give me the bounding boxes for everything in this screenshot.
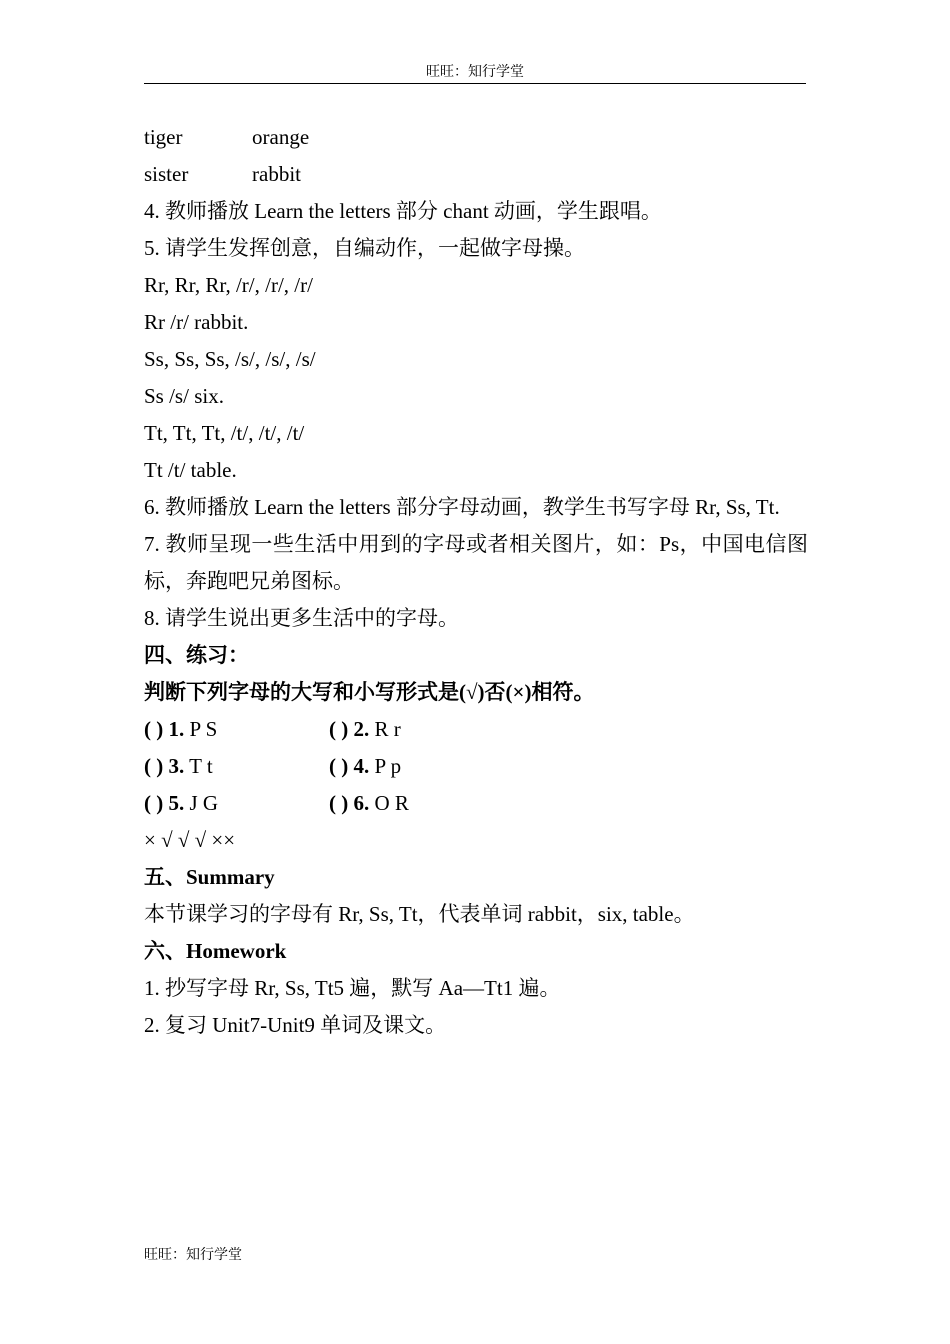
homework-heading: 六、Homework [144, 939, 287, 963]
question-letters: R r [374, 717, 401, 741]
question-item [329, 748, 514, 785]
question-letters: J G [189, 791, 219, 815]
chant-line: Ss, Ss, Ss, /s/, /s/, /s/ [144, 347, 316, 371]
question-item [144, 785, 329, 822]
word-row [144, 119, 808, 156]
step-6: 6. 教师播放 Learn the letters 部分字母动画，教学生书写字母 Rr, Ss, Tt. [144, 495, 780, 519]
word-row [144, 156, 808, 193]
chant-line: Tt /t/ table. [144, 458, 237, 482]
answer-blank[interactable]: ( ) [329, 717, 349, 741]
answer-blank[interactable]: ( ) [329, 791, 349, 815]
word: orange [252, 125, 310, 149]
step-4: 4. 教师播放 Learn the letters 部分 chant 动画，学生跟唱。 [144, 199, 662, 223]
summary-text: 本节课学习的字母有 Rr, Ss, Tt，代表单词 rabbit，six, table。 [144, 902, 695, 926]
step-7: 7. 教师呈现一些生活中用到的字母或者相关图片，如：Ps，中国电信图标，奔跑吧兄弟图标。 [144, 532, 808, 593]
chant-line: Ss /s/ six. [144, 384, 224, 408]
question-item [144, 711, 329, 748]
page-header: 旺旺：知行学堂 [426, 65, 524, 80]
answer-blank[interactable]: ( ) [144, 754, 164, 778]
step-5: 5. 请学生发挥创意，自编动作，一起做字母操。 [144, 236, 585, 260]
question-letters: T t [189, 754, 213, 778]
question-row [144, 785, 808, 822]
homework-item: 2. 复习 Unit7-Unit9 单词及课文。 [144, 1013, 447, 1037]
summary-heading: 五、Summary [144, 865, 275, 889]
question-number: 3. [168, 754, 185, 778]
question-letters: P p [374, 754, 402, 778]
question-item [329, 711, 514, 748]
page-footer: 旺旺：知行学堂 [144, 1248, 242, 1263]
exercise-instruction: 判断下列字母的大写和小写形式是(√)否(×)相符。 [144, 680, 595, 704]
step-8: 8. 请学生说出更多生活中的字母。 [144, 606, 459, 630]
question-number: 1. [168, 717, 185, 741]
answer-blank[interactable]: ( ) [144, 791, 164, 815]
word: tiger [144, 125, 183, 149]
question-number: 4. [353, 754, 370, 778]
document-body [144, 119, 808, 1044]
question-number: 5. [168, 791, 185, 815]
question-letters: P S [189, 717, 218, 741]
question-number: 6. [353, 791, 370, 815]
question-number: 2. [353, 717, 370, 741]
question-item [144, 748, 329, 785]
question-item [329, 785, 514, 822]
question-letters: O R [374, 791, 409, 815]
question-row [144, 711, 808, 748]
word: rabbit [252, 162, 301, 186]
chant-line: Rr /r/ rabbit. [144, 310, 249, 334]
question-row [144, 748, 808, 785]
answer-blank[interactable]: ( ) [329, 754, 349, 778]
header-divider [144, 83, 806, 84]
chant-line: Tt, Tt, Tt, /t/, /t/, /t/ [144, 421, 305, 445]
exercise-heading: 四、练习： [144, 643, 249, 667]
homework-item: 1. 抄写字母 Rr, Ss, Tt5 遍，默写 Aa—Tt1 遍。 [144, 976, 561, 1000]
answer-key: × √ √ √ ×× [144, 828, 236, 852]
answer-blank[interactable]: ( ) [144, 717, 164, 741]
chant-line: Rr, Rr, Rr, /r/, /r/, /r/ [144, 273, 313, 297]
word: sister [144, 162, 189, 186]
